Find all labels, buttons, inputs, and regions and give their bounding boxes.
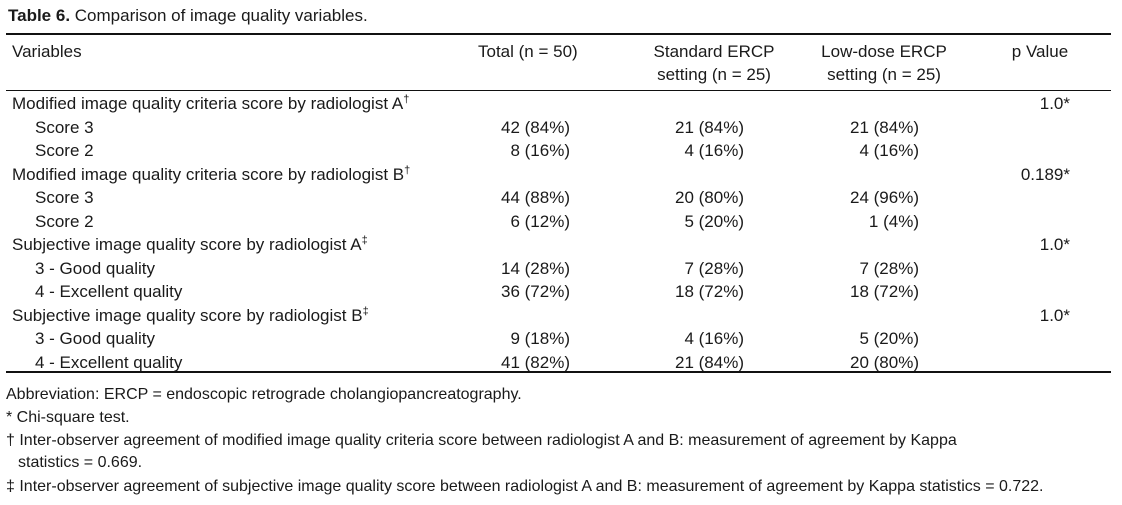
standard-cell: 4 (16%) — [684, 141, 744, 160]
standard-cell: 7 (28%) — [684, 258, 744, 278]
table-row — [0, 233, 1122, 256]
row-sublabel — [35, 186, 94, 209]
row-variable-text: Subjective image quality score by radiologist A — [12, 235, 362, 254]
header-lowdose-ercp — [796, 40, 972, 86]
lowdose-cell: 1 (4%) — [868, 211, 919, 231]
lowdose-cell: 24 (96%) — [850, 188, 919, 207]
p-value-cell: 1.0* — [1039, 305, 1070, 325]
header-standard-line2: setting (n = 25) — [657, 65, 771, 84]
table-row — [0, 116, 1122, 139]
table-row — [0, 92, 1122, 115]
total-cell: 42 (84%) — [501, 117, 570, 137]
row-variable-text: 4 - Excellent quality — [35, 352, 183, 372]
standard-cell: 4 (16%) — [684, 329, 744, 348]
header-p-value: p Value — [1011, 42, 1069, 61]
lowdose-cell: 21 (84%) — [850, 117, 919, 137]
table-row — [0, 210, 1122, 233]
lowdose-cell: 18 (72%) — [850, 282, 919, 301]
table-row — [0, 257, 1122, 280]
footnote-dagger: † Inter-observer agreement of modified image quality criteria score between radiologist A and B: measurement of agreement by Kappa — [6, 432, 957, 449]
footnote-mark: ‡ — [361, 234, 368, 247]
row-sublabel — [35, 280, 182, 303]
footnote-chi-square: * Chi-square test. — [6, 409, 130, 426]
header-lowdose-line1: Low-dose ERCP — [821, 42, 947, 61]
total-cell: 8 (16%) — [510, 141, 570, 160]
row-variable — [12, 163, 410, 186]
row-sublabel — [35, 116, 94, 139]
header-variables: Variables — [12, 42, 82, 61]
footnote-dagger-continued: statistics = 0.669. — [18, 454, 143, 471]
row-variable-text: Score 3 — [35, 117, 94, 137]
total-cell: 6 (12%) — [510, 211, 570, 231]
lowdose-cell: 7 (28%) — [859, 258, 919, 278]
total-cell: 44 (88%) — [501, 188, 570, 207]
row-variable-text: Modified image quality criteria score by radiologist A — [12, 94, 404, 113]
row-variable-text: Score 2 — [35, 141, 94, 160]
row-variable-text: 3 - Good quality — [35, 258, 156, 278]
row-variable-text: Modified image quality criteria score by radiologist B — [12, 164, 405, 184]
row-variable-text: Subjective image quality score by radiologist B — [12, 305, 363, 325]
header-standard-line1: Standard ERCP — [653, 42, 775, 61]
header-standard-ercp — [626, 40, 802, 86]
p-value-cell: 0.189* — [1020, 164, 1070, 184]
p-value-cell: 1.0* — [1039, 94, 1070, 113]
row-sublabel — [35, 139, 94, 162]
header-lowdose-line2: setting (n = 25) — [827, 65, 941, 84]
table-caption — [8, 6, 368, 26]
table-row — [0, 280, 1122, 303]
row-variable — [12, 92, 409, 115]
table-row — [0, 304, 1122, 327]
row-variable — [12, 233, 368, 256]
table-row — [0, 186, 1122, 209]
header-total: Total (n = 50) — [478, 42, 578, 61]
total-cell: 36 (72%) — [501, 282, 570, 301]
standard-cell: 5 (20%) — [684, 211, 744, 231]
row-variable-text: 3 - Good quality — [35, 329, 156, 348]
row-sublabel — [35, 327, 155, 350]
bottom-rule — [6, 371, 1111, 373]
standard-cell: 20 (80%) — [675, 188, 744, 207]
standard-cell: 21 (84%) — [675, 117, 744, 137]
standard-cell: 21 (84%) — [675, 352, 744, 372]
table-row — [0, 163, 1122, 186]
p-value-cell: 1.0* — [1039, 235, 1070, 254]
total-cell: 41 (82%) — [501, 352, 570, 372]
table-row — [0, 327, 1122, 350]
footnote-abbreviation: Abbreviation: ERCP = endoscopic retrograde cholangiopancreatography. — [6, 386, 522, 403]
top-rule — [6, 33, 1111, 35]
row-variable-text: Score 2 — [35, 211, 94, 231]
row-variable-text: 4 - Excellent quality — [35, 282, 183, 301]
row-sublabel — [35, 257, 155, 280]
header-rule — [6, 90, 1111, 91]
total-cell: 14 (28%) — [501, 258, 570, 278]
footnote-mark: † — [404, 163, 411, 176]
table-number: Table 6. — [8, 6, 71, 25]
standard-cell: 18 (72%) — [675, 282, 744, 301]
footnote-double-dagger: ‡ Inter-observer agreement of subjective image quality score between radiologist A and B: measurement of agreement by Kappa statistics = 0.722. — [6, 478, 1044, 495]
table-row — [0, 139, 1122, 162]
table-title: Comparison of image quality variables. — [70, 6, 368, 25]
row-variable — [12, 304, 369, 327]
lowdose-cell: 20 (80%) — [850, 352, 919, 372]
footnote-mark: ‡ — [362, 304, 369, 317]
lowdose-cell: 5 (20%) — [859, 329, 919, 348]
row-variable-text: Score 3 — [35, 188, 94, 207]
footnote-mark: † — [403, 93, 410, 106]
row-sublabel — [35, 210, 94, 233]
lowdose-cell: 4 (16%) — [859, 141, 919, 160]
total-cell: 9 (18%) — [510, 329, 570, 348]
